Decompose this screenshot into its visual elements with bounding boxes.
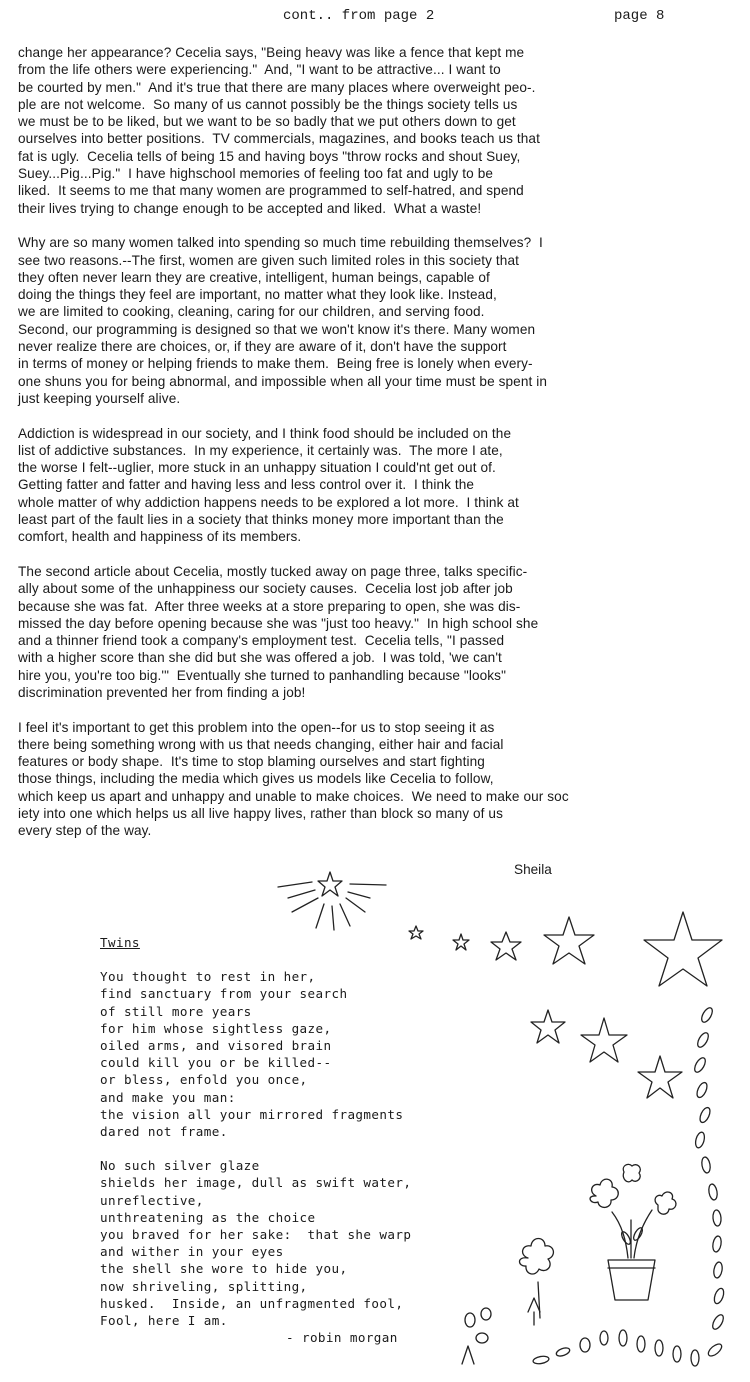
star-burst-icon <box>278 872 386 930</box>
article-paragraph: Why are so many women talked into spending so much time rebuilding themselves? I see two reasons.--The first, women are given such limited roles in this society that they often never learn they are creative, intelligent, human beings, capable of doing the things they feel are important, no matter what they look like. Instead, we are limited to cooking, cleaning, caring for our children, and serving food. Second, our programming is designed so that we won't know it's there. Many women never realize there are choices, or, if they are aware of it, don't have the support in terms of money or helping friends to make them. Being free is lonely when every- one shuns you for being abnormal, and impossible when all your time must be spent in just keeping yourself alive. <box>18 235 548 406</box>
article-paragraph: change her appearance? Cecelia says, "Being heavy was like a fence that kept me from the life others were experiencing." And, "I want to be attractive... I want to be courted by men." And it's true that there are many places where overweight peo-. ple are not welcome. So many of us cannot possibly be the things society tells us we must be to be liked, but we want to be so badly that we put others down to get ourselves into better positions. TV commercials, magazines, and books teach us that fat is ugly. Cecelia tells of being 15 and having boys "throw rocks and shout Suey, Suey...Pig...Pig." I have highschool memories of feeling too fat and ugly to be liked. It seems to me that many women are programmed to self-hatred, and spend their lives trying to change enough to be accepted and liked. What a waste! <box>18 45 540 216</box>
continued-from-label: cont.. from page 2 <box>283 8 435 24</box>
star-icon <box>491 932 521 960</box>
star-icon <box>453 934 469 950</box>
poem <box>100 934 411 1346</box>
leaf-icon <box>462 1298 540 1364</box>
poem-title: Twins <box>100 935 140 950</box>
flower-icon <box>520 1239 554 1319</box>
article-paragraph: I feel it's important to get this problem into the open--for us to stop seeing it as there being something wrong with us that needs changing, either hair and facial features or body shape. It's time to stop blaming ourselves and start fighting those things, including the media which gives us models like Cecelia to follow, which keep us apart and unhappy and unable to make choices. We need to make our soc iety into one which helps us all live happy lives, rather than block so many of us every step of the way. <box>18 719 569 839</box>
star-icon <box>531 1010 565 1043</box>
poem-author: - robin morgan <box>286 1330 398 1346</box>
poem-stanza: You thought to rest in her, find sanctuary from your search of still more years for him whose sightless gaze, oiled arms, and visored brain could kill you or be killed-- or bless, enfold you once, and make you man: the vision all your mirrored fragments dared not frame. <box>100 969 404 1140</box>
article-paragraph: Addiction is widespread in our society, and I think food should be included on the list of addictive substances. In my experience, it certainly was. The more I ate, the worse I felt--uglier, more stuck in an unhappy situation I could'nt get out of. Getting fatter and fatter and having less and less control over it. I think the whole matter of why addiction happens needs to be explored a lot more. I think at least part of the fault lies in a society that thinks money more important than the comfort, health and happiness of its members. <box>18 425 519 545</box>
star-icon <box>644 912 722 986</box>
leaf-icon <box>533 1330 699 1366</box>
poem-stanza: No such silver glaze shields her image, dull as swift water, unreflective, unthreatening as the choice you braved for her sake: that she warp and wither in your eyes the shell she wore to hide you, now shriveling, splitting, husked. Inside, an unfragmented fool, Fool, here I am. <box>100 1158 412 1329</box>
article-body <box>18 44 738 857</box>
article-paragraph: The second article about Cecelia, mostly tucked away on page three, talks specific- ally about some of the unhappiness our society causes. Cecelia lost job after job because she was fat. After three weeks at a store preparing to open, she was dis- missed the day before opening because she was "just too heavy." In high school she and a thinner friend took a company's employment test. Cecelia tells, "I passed with a higher score than she did but she was offered a job. I was told, 'we can't hire you, you're too big.'" Eventually she turned to panhandling because "looks" discrimination prevented her from finding a job! <box>18 563 539 700</box>
article-signature: Sheila <box>514 862 552 877</box>
leaf-icon <box>693 1006 726 1358</box>
flower-icon <box>590 1164 676 1214</box>
flower-pot-icon <box>608 1210 655 1300</box>
star-icon <box>544 917 594 964</box>
star-icon <box>638 1056 682 1098</box>
star-icon <box>581 1018 627 1062</box>
page-number: page 8 <box>614 8 665 24</box>
